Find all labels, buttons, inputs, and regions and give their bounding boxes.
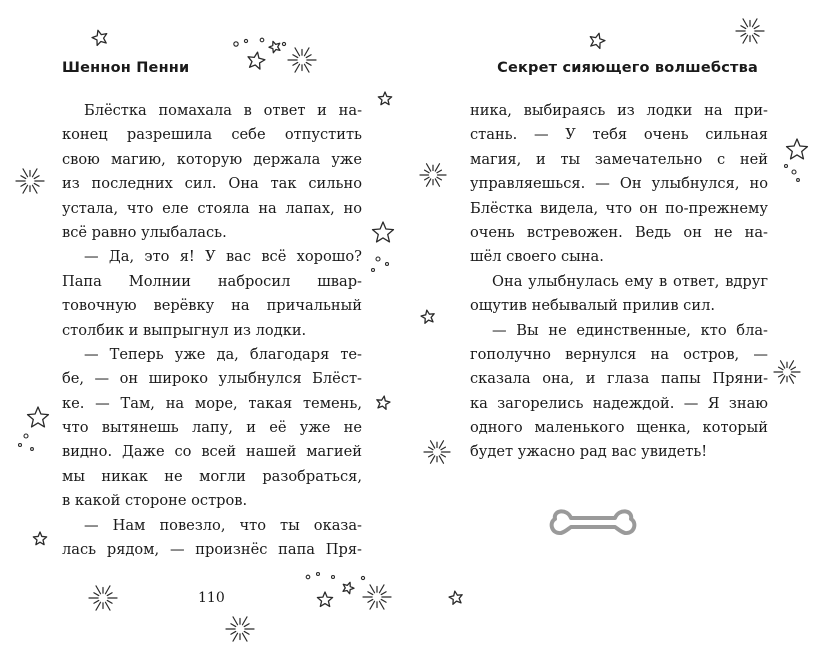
text-line: очень встревожен. Ведь он не на- [470, 223, 768, 241]
sparkle-dot-icon [262, 40, 263, 41]
sparkle-dot-icon [786, 166, 787, 167]
star-icon [38, 418, 39, 419]
sparkle-dot-icon [387, 264, 388, 265]
text-line: свою магию, которую держала уже [62, 150, 362, 168]
sparkle-dot-icon [363, 578, 364, 579]
text-line: — Вы не единственные, кто бла- [492, 321, 768, 339]
text-line: мы никак не могли разобраться, [62, 467, 362, 485]
star-icon [275, 47, 276, 48]
star-icon [385, 99, 386, 100]
text-line: шёл своего сына. [470, 248, 604, 266]
text-line: видно. Даже со всей нашей магией [62, 443, 362, 461]
text-line: Блёстка помахала в ответ и на- [84, 102, 362, 119]
text-line: — Нам повезло, что ты оказа- [84, 516, 362, 534]
text-line: бе, — он широко улыбнулся Блёст- [62, 370, 362, 388]
star-icon [100, 38, 101, 39]
text-line: магия, и ты замечательно с ней [470, 150, 768, 168]
page-number: 110 [198, 590, 225, 606]
sparkle-dot-icon [284, 44, 285, 45]
text-line: ощутив небывалый прилив сил. [470, 297, 715, 315]
text-line: управляешься. — Он улыбнулся, но [470, 175, 768, 193]
text-line: Папа Молнии набросил швар- [62, 272, 362, 290]
sparkle-burst-icon [433, 175, 434, 176]
text-line: лась рядом, — произнёс папа Пря- [62, 541, 362, 559]
text-line: будет ужасно рад вас увидеть! [470, 443, 708, 461]
text-line: товочную верёвку на причальный [62, 297, 362, 315]
sparkle-dot-icon [333, 577, 334, 578]
sparkle-burst-icon [750, 31, 751, 32]
bone-icon [593, 522, 594, 523]
sparkle-dot-icon [798, 180, 799, 181]
text-line: ке. — Там, на море, такая темень, [62, 394, 362, 412]
text-line: гополучно вернулся на остров, — [470, 345, 768, 363]
sparkle-burst-icon [377, 597, 378, 598]
sparkle-dot-icon [794, 172, 795, 173]
star-icon [325, 600, 326, 601]
star-icon [383, 233, 384, 234]
sparkle-burst-icon [437, 452, 438, 453]
text-line: столбик и выпрыгнул из лодки. [62, 321, 307, 339]
text-line: Блёстка видела, что он по-прежнему [470, 199, 768, 217]
left-page-text [62, 99, 362, 562]
text-line: сказала она, и глаза папы Пряни- [470, 370, 768, 388]
star-icon [797, 150, 798, 151]
star-icon [597, 41, 598, 42]
right-page [410, 0, 820, 656]
right-page-text [470, 99, 768, 465]
text-line: из последних сил. Она так сильно [62, 175, 362, 193]
sparkle-burst-icon [302, 60, 303, 61]
text-line: конец разрешила себе отпустить [62, 126, 362, 144]
text-line: в какой стороне остров. [62, 492, 248, 510]
text-line: устала, что еле стояла на лапах, но [62, 199, 362, 217]
text-line: ника, выбираясь из лодки на при- [470, 102, 768, 119]
star-icon [383, 403, 384, 404]
sparkle-burst-icon [103, 598, 104, 599]
sparkle-dot-icon [26, 436, 27, 437]
running-head-title: Секрет сияющего волшебства [497, 60, 758, 76]
running-head-author: Шеннон Пенни [62, 60, 190, 76]
text-line: — Да, это я! У вас всё хорошо? [84, 248, 362, 266]
sparkle-burst-icon [787, 372, 788, 373]
sparkle-dot-icon [236, 44, 237, 45]
text-line: всё равно улыбалась. [62, 223, 227, 241]
sparkle-dot-icon [378, 259, 379, 260]
sparkle-dot-icon [318, 574, 319, 575]
star-icon [348, 588, 349, 589]
sparkle-dot-icon [308, 577, 309, 578]
sparkle-dot-icon [373, 270, 374, 271]
star-icon [456, 598, 457, 599]
sparkle-dot-icon [246, 41, 247, 42]
text-line: одного маленького щенка, который [470, 419, 768, 437]
star-icon [40, 539, 41, 540]
sparkle-burst-icon [30, 181, 31, 182]
text-line: — Теперь уже да, благодаря те- [84, 345, 362, 363]
text-line: что вытянешь лапу, и её уже не [62, 419, 362, 437]
text-line: стань. — У тебя очень сильная [470, 126, 768, 144]
sparkle-dot-icon [20, 445, 21, 446]
text-line: Она улыбнулась ему в ответ, вдруг [492, 272, 768, 290]
text-line: ка загорелись надеждой. — Я знаю [470, 394, 768, 412]
sparkle-dot-icon [32, 449, 33, 450]
star-icon [256, 61, 257, 62]
sparkle-burst-icon [240, 629, 241, 630]
star-icon [428, 317, 429, 318]
